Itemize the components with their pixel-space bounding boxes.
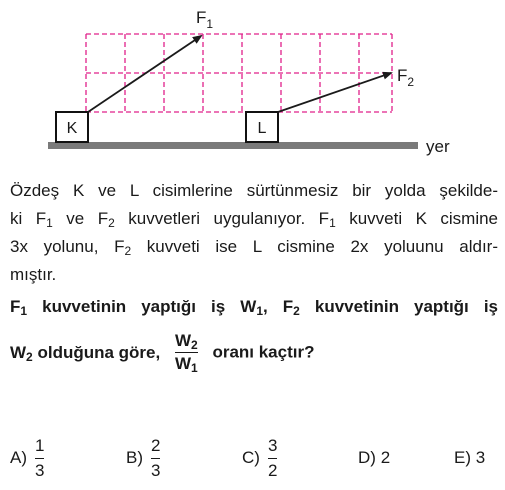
question-line-2: ki $F_1$ ve $F_2$ kuvvetleri uygulanıyor. $F_1$ kuvveti K cismine [10, 209, 499, 230]
force-f1-label: $F_1$ [196, 8, 214, 31]
option-b[interactable]: B) $\frac{2}{3}$ [126, 435, 161, 480]
question-line-3: 3x yolunu, $F_2$ kuvveti ise L cismine 2x yoluunu aldır- [10, 237, 498, 258]
option-b-fraction: $\frac{2}{3}$ [151, 435, 161, 480]
option-a-fraction: $\frac{1}{3}$ [35, 435, 45, 480]
block-k-label: K [66, 120, 78, 137]
question-paragraph [10, 177, 498, 289]
question-line-4: mıştır. [10, 265, 57, 284]
question-bold-line-2: $W_2$ olduğuna göre, $\frac{W_2}{W_1}$ oranı kaçtır? [10, 331, 315, 375]
force-f2-label: $F_2$ [397, 66, 415, 89]
force-f1-arrow [88, 36, 201, 112]
ground-surface [48, 142, 418, 149]
option-e[interactable]: E) 3 [454, 448, 486, 467]
dashed-grid [86, 34, 392, 112]
physics-figure [0, 0, 505, 172]
option-c[interactable]: C) $\frac{3}{2}$ [242, 435, 278, 480]
block-l-label: L [257, 120, 267, 137]
option-c-fraction: $\frac{3}{2}$ [267, 435, 278, 480]
question-bold-line-1: $F_1$ kuvvetinin yaptığı iş $W_1$, $F_2$ kuvvetinin yaptığı iş [10, 297, 498, 318]
ground-label: yer [426, 137, 450, 156]
option-a[interactable]: A) $\frac{1}{3}$ [10, 435, 45, 480]
ratio-fraction: $\frac{W_2}{W_1}$ [174, 331, 198, 375]
question-line-1: Özdeş K ve L cisimlerine sürtünmesiz bir yolda şekilde- [10, 181, 498, 200]
answer-options [10, 430, 500, 486]
force-f2-arrow [278, 73, 391, 112]
option-d[interactable]: D) 2 [358, 448, 391, 467]
